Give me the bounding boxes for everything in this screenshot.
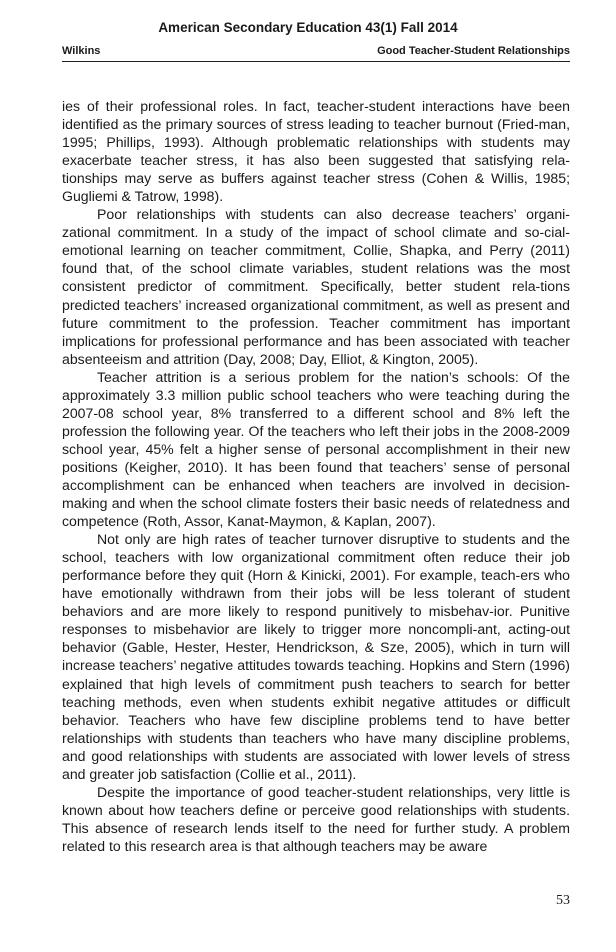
paragraph-continued: ies of their professional roles. In fact, teacher-student interactions have been identified as the primary sources of stress leading to teacher burnout (Fried-man, 1995; Phillips, 1993). Although problematic relationships with students may exacerbate teacher stress, it has also been suggested that satisfying rela-tionships may serve as buffers against teacher stress (Cohen & Willis, 1985; Gugliemi & Tatrow, 1998). (62, 98, 570, 205)
running-head-author: Wilkins (62, 45, 101, 57)
page-number: 53 (556, 893, 570, 908)
paragraph: Despite the importance of good teacher-student relationships, very little is known about how teachers define or perceive good relationships with students. This absence of research lends itself to the need for further study. A problem related to this research area is that although teachers may be aware (62, 783, 570, 854)
running-head-title: Good Teacher-Student Relationships (377, 45, 570, 57)
paragraph: Teacher attrition is a serious problem for the nation’s schools: Of the approximately 3.3 million public school teachers who were teaching during the 2007-08 school year, 8% transferred to a different school and 8% left the profession the following year. Of the teachers who left their jobs in the 2008-2009 school year, 45% felt a higher sense of personal accomplishment in their new positions (Keigher, 2010). It has been found that teachers’ sense of personal accomplishment can be enhanced when teachers are involved in decision-making and when the school climate fosters their basic needs of relatedness and competence (Roth, Assor, Kanat-Maymon, & Kaplan, 2007). (62, 368, 570, 530)
journal-header: American Secondary Education 43(1) Fall 2014 (158, 20, 458, 35)
running-head (62, 45, 570, 62)
article-body (62, 97, 570, 855)
paragraph: Poor relationships with students can also decrease teachers’ organi-zational commitment. In a study of the impact of school climate and so-cial-emotional learning on teacher commitment, Collie, Shapka, and Perry (2011) found that, of the school climate variables, student relations was the most consistent predictor of commitment. Specifically, better student rela-tions predicted teachers’ increased organizational commitment, as well as present and future commitment to the profession. Teacher commitment has important implications for professional performance and has been associated with teacher absenteeism and attrition (Day, 2008; Day, Elliot, & Kington, 2005). (62, 206, 570, 367)
paragraph: Not only are high rates of teacher turnover disruptive to students and the school, teachers with low organizational commitment often reduce their job performance before they quit (Horn & Kinicki, 2001). For example, teach-ers who have emotionally withdrawn from their jobs will be less tolerant of student behaviors and are more likely to respond punitively to misbehav-ior. Punitive responses to misbehavior are likely to trigger more noncompli-ant, acting-out behavior (Gable, Hester, Hester, Hendrickson, & Sze, 2005), which in turn will increase teachers’ negative attitudes towards teaching. Hopkins and Stern (1996) explained that high levels of commitment push teachers to search for better teaching methods, even when students exhibit negative attitudes or difficult behavior. Teachers who have few discipline problems tend to have better relationships with students than teachers who have many discipline problems, and good relationships with students are associated with lower levels of stress and greater job satisfaction (Collie et al., 2011). (62, 531, 570, 782)
